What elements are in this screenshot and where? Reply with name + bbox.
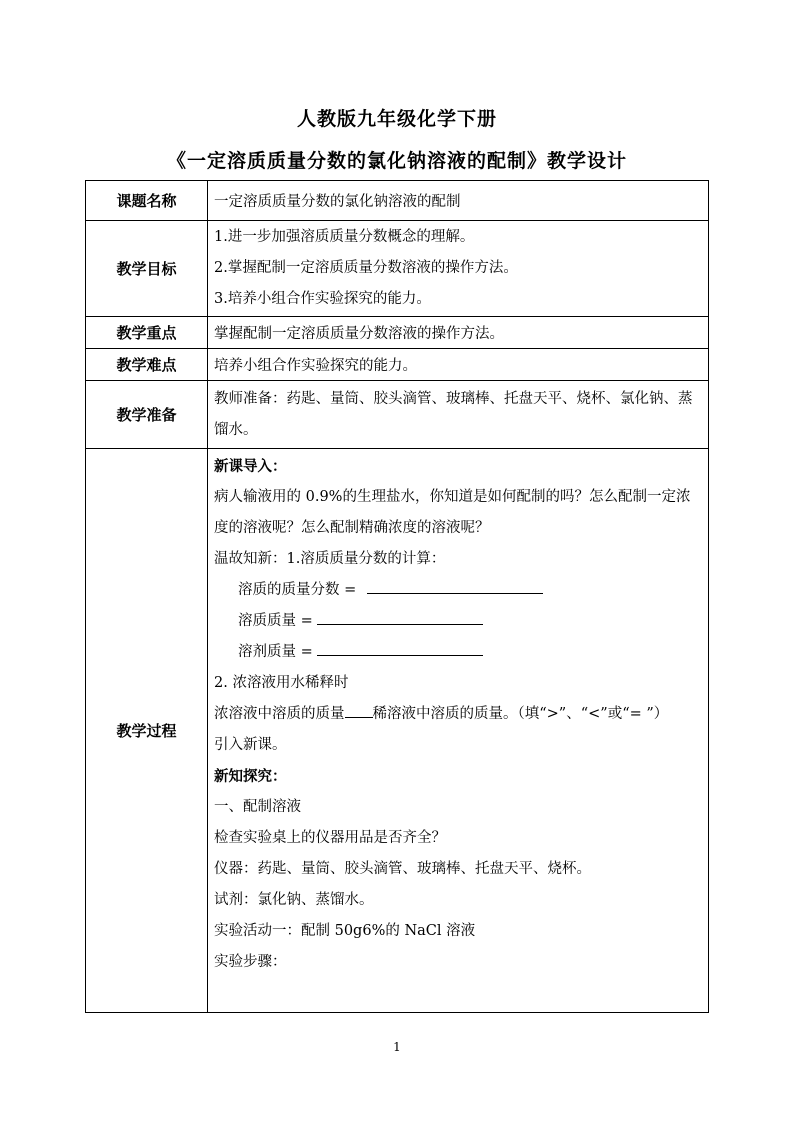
formula-mass-fraction-label: 溶质的质量分数 =: [238, 582, 357, 598]
activity-text: 实验活动一：配制 50g6%的 NaCl 溶液: [214, 923, 476, 939]
formula-solvent-mass: [214, 637, 702, 668]
row-topic: [86, 181, 709, 221]
value-topic: 一定溶质质量分数的氯化钠溶液的配制: [208, 181, 709, 221]
goal-item: 3.培养小组合作实验探究的能力。: [214, 291, 431, 307]
formula-mass-fraction: [214, 575, 702, 606]
check-text: 检查实验桌上的仪器用品是否齐全？: [214, 830, 446, 846]
label-process: 教学过程: [86, 449, 208, 1013]
formula-solute-mass: [214, 606, 702, 637]
value-goals: [208, 221, 709, 317]
formula-solute-mass-label: 溶质质量 =: [238, 613, 313, 629]
row-process: [86, 449, 709, 1013]
instruments-text: 仪器：药匙、量筒、胶头滴管、玻璃棒、托盘天平、烧杯。: [214, 861, 591, 877]
answer-blank: [317, 641, 483, 656]
row-key-point: [86, 317, 709, 349]
dilution-part2: 稀溶液中溶质的质量。（填“>”、“<”或“= ”）: [372, 706, 669, 722]
label-topic: 课题名称: [86, 181, 208, 221]
document-subtitle: 《一定溶质质量分数的氯化钠溶液的配制》教学设计: [166, 150, 627, 172]
label-difficulty: 教学难点: [86, 349, 208, 381]
answer-blank: [317, 610, 483, 625]
page-number: 1: [393, 1040, 401, 1054]
steps-text: 实验步骤：: [214, 954, 287, 970]
dilution-part1: 浓溶液中溶质的质量: [214, 706, 345, 722]
dilution-title: 2. 浓溶液用水稀释时: [214, 675, 349, 691]
row-difficulty: [86, 349, 709, 381]
value-process: [208, 449, 709, 1013]
formula-solvent-mass-label: 溶剂质量 =: [238, 644, 313, 660]
dilution-question: [214, 699, 702, 730]
label-key-point: 教学重点: [86, 317, 208, 349]
goal-item: 1.进一步加强溶质质量分数概念的理解。: [214, 229, 475, 245]
lead-in-text: 引入新课。: [214, 737, 287, 753]
intro-text: 病人输液用的 0.9%的生理盐水，你知道是如何配制的吗？怎么配制一定浓度的溶液呢？怎么配制精确浓度的溶液呢？: [214, 489, 691, 536]
intro-heading: 新课导入：: [214, 458, 287, 475]
value-key-point: 掌握配制一定溶质质量分数溶液的操作方法。: [208, 317, 709, 349]
label-preparation: 教学准备: [86, 381, 208, 449]
explore-heading: 新知探究：: [214, 768, 287, 785]
label-goals: 教学目标: [86, 221, 208, 317]
document-title: 人教版九年级化学下册: [296, 108, 497, 130]
lesson-plan-table: [85, 180, 709, 1013]
row-preparation: [86, 381, 709, 449]
value-difficulty: 培养小组合作实验探究的能力。: [208, 349, 709, 381]
row-goals: [86, 221, 709, 317]
goal-item: 2.掌握配制一定溶质质量分数溶液的操作方法。: [214, 260, 518, 276]
reagents-text: 试剂：氯化钠、蒸馏水。: [214, 892, 374, 908]
answer-blank: [367, 579, 543, 594]
section-heading: 一、配制溶液: [214, 799, 301, 815]
answer-blank: [345, 703, 373, 718]
value-preparation: 教师准备：药匙、量筒、胶头滴管、玻璃棒、托盘天平、烧杯、氯化钠、蒸馏水。: [208, 381, 709, 449]
review-text: 温故知新：1.溶质质量分数的计算：: [214, 551, 446, 567]
